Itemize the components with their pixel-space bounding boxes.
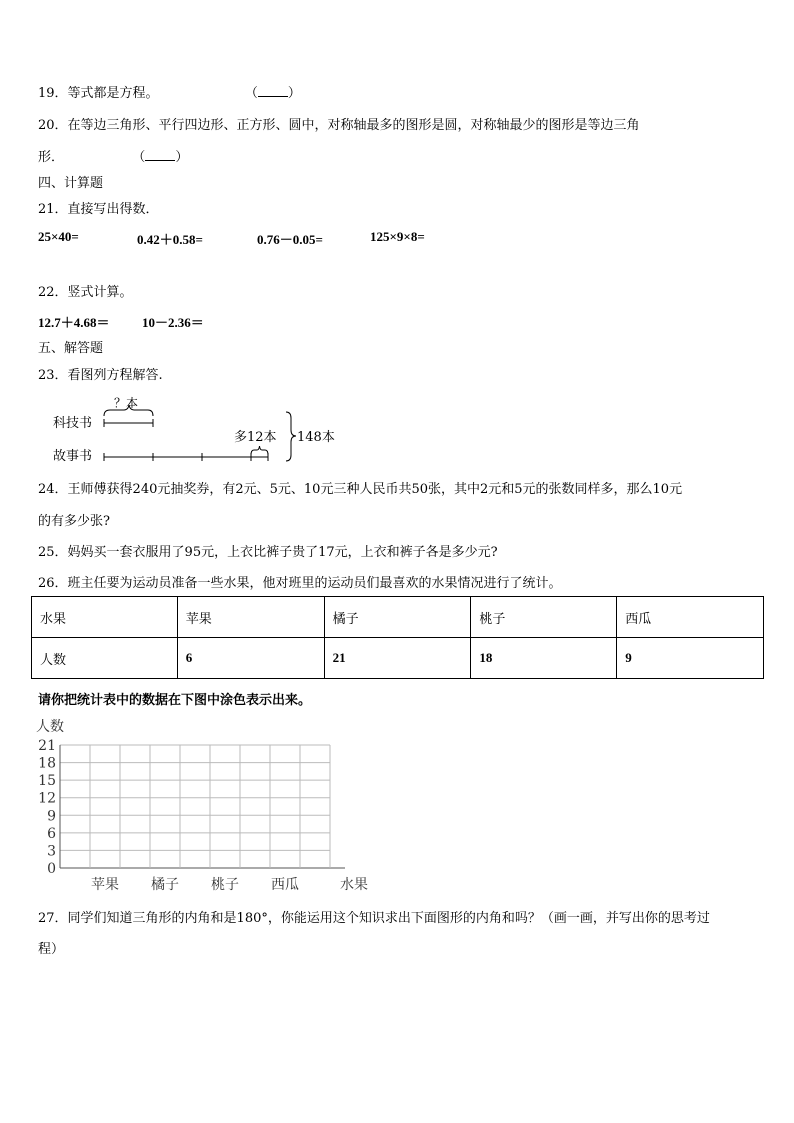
section-heading-4: 四、计算题	[38, 176, 104, 191]
calc-item: 0.76－0.05=	[257, 232, 323, 247]
answer-paren-close: ）	[175, 150, 189, 165]
question-20-text: 形．	[38, 150, 65, 165]
table-cell: 橘子	[324, 597, 471, 638]
question-22-title: 22．竖式计算。	[38, 285, 133, 300]
answer-paren-close: ）	[287, 86, 301, 101]
x-category-label: 苹果	[91, 877, 119, 893]
table-cell: 苹果	[177, 597, 324, 638]
question-24-line2: 的有多少张?	[38, 514, 110, 529]
table-cell: 桃子	[471, 597, 617, 638]
table-cell: 18	[471, 638, 617, 679]
table-cell: 6	[177, 638, 324, 679]
vertical-calc-item: 12.7＋4.68＝	[38, 315, 110, 330]
extra-brace	[251, 446, 268, 455]
y-tick-label: 0	[47, 861, 56, 877]
y-tick-label: 18	[38, 755, 56, 772]
x-category-label: 桃子	[211, 877, 239, 893]
table-cell: 9	[617, 638, 764, 679]
table-row	[32, 597, 764, 638]
answer-paren-open: （	[244, 86, 258, 101]
section-heading-5: 五、解答题	[38, 341, 104, 356]
calc-item: 125×9×8=	[370, 229, 425, 244]
x-axis-label: 水果	[340, 877, 368, 893]
table-cell: 西瓜	[617, 597, 764, 638]
question-27-line2: 程）	[38, 942, 65, 957]
y-tick-label: 21	[38, 738, 56, 754]
label-science-books: 科技书	[53, 416, 93, 431]
table-cell: 人数	[32, 638, 178, 679]
calc-item: 0.42＋0.58=	[137, 232, 203, 247]
more-label: 多12本	[234, 430, 277, 445]
table-row	[32, 638, 764, 679]
blank-bar-chart[interactable]	[30, 712, 380, 897]
table-cell: 21	[324, 638, 471, 679]
fruit-statistics-table	[31, 596, 764, 679]
question-27-line1: 27．同学们知道三角形的内角和是180°，你能运用这个知识求出下面图形的内角和吗？（画一画，并写出你的思考过	[38, 911, 710, 926]
label-story-books: 故事书	[53, 449, 93, 464]
question-25: 25．妈妈买一套衣服用了95元，上衣比裤子贵了17元，上衣和裤子各是多少元?	[38, 545, 498, 560]
top-brace	[104, 405, 153, 416]
y-tick-label: 6	[47, 825, 56, 842]
table-cell: 水果	[32, 597, 178, 638]
x-category-label: 西瓜	[271, 877, 299, 893]
total-label: 148本	[297, 430, 335, 445]
answer-paren-open: （	[132, 150, 146, 165]
x-category-label: 橘子	[151, 877, 179, 893]
question-26-title: 26．班主任要为运动员准备一些水果，他对班里的运动员们最喜欢的水果情况进行了统计。	[38, 576, 562, 591]
question-24-line1: 24．王师傅获得240元抽奖券，有2元、5元、10元三种人民币共50张，其中2元和5元的张数同样多，那么10元	[38, 482, 683, 497]
chart-instruction: 请你把统计表中的数据在下图中涂色表示出来。	[38, 693, 312, 708]
unknown-label: ？本	[114, 396, 139, 410]
y-tick-label: 9	[47, 808, 56, 825]
question-23-title: 23．看图列方程解答.	[38, 368, 163, 383]
question-19-text: 19．等式都是方程。	[38, 86, 159, 101]
vertical-calc-item: 10－2.36＝	[142, 315, 204, 330]
y-axis-label: 人数	[36, 719, 64, 735]
calc-item: 25×40=	[38, 229, 79, 244]
total-brace	[286, 412, 296, 461]
y-tick-label: 12	[38, 790, 56, 807]
y-tick-label: 15	[38, 773, 56, 790]
question-20-line1: 20．在等边三角形、平行四边形、正方形、圆中，对称轴最多的图形是圆，对称轴最少的图形是等边三角	[38, 118, 640, 133]
question-21-title: 21．直接写出得数．	[38, 202, 159, 217]
y-tick-label: 3	[47, 843, 56, 860]
